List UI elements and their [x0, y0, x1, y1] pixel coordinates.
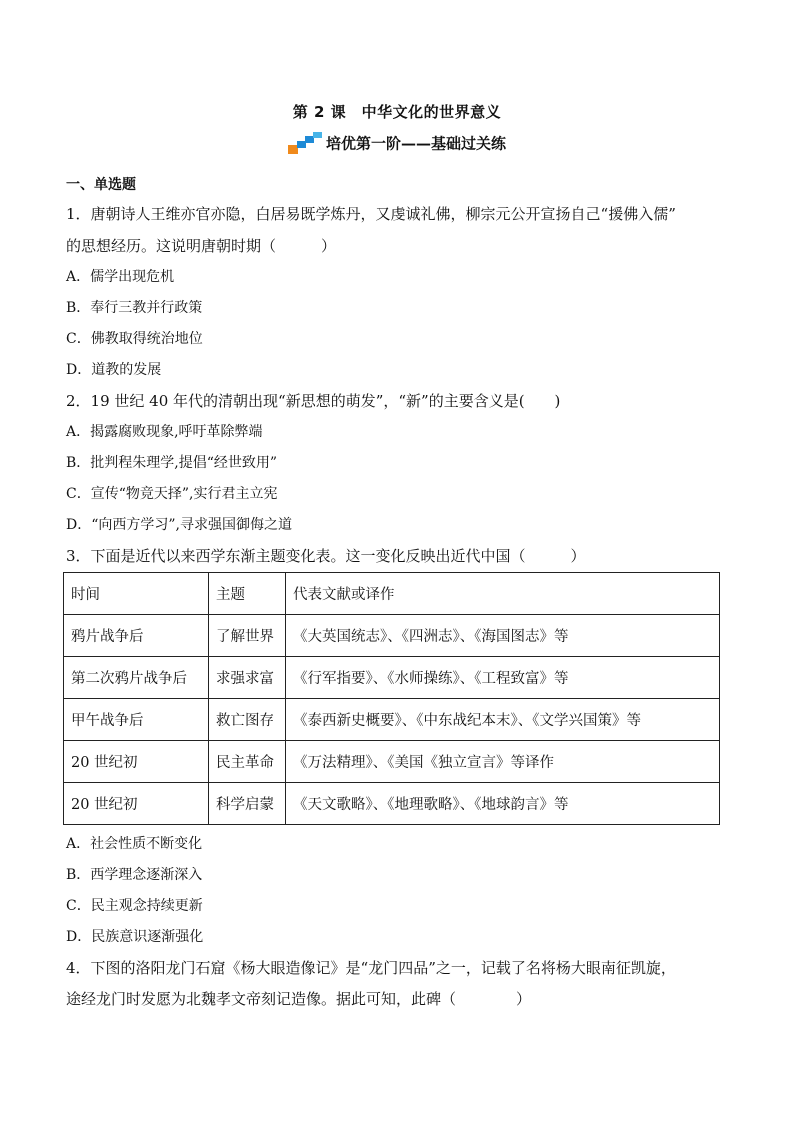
table-cell: 求强求富 — [209, 657, 286, 699]
table-header-cell: 主题 — [209, 573, 286, 615]
question-4-line-2: 途经龙门时发愿为北魏孝文帝刻记造像。据此可知，此碑（ ） — [66, 990, 532, 1008]
table-cell: 了解世界 — [209, 615, 286, 657]
q2-option-a: A．揭露腐败现象,呼吁革除弊端 — [66, 424, 263, 440]
table-header-cell: 代表文献或译作 — [286, 573, 720, 615]
q3-option-c: C．民主观念持续更新 — [66, 898, 203, 914]
table-cell: 民主革命 — [209, 741, 286, 783]
q2-option-d: D．“向西方学习”,寻求强国御侮之道 — [66, 517, 292, 533]
table-cell: 鸦片战争后 — [64, 615, 209, 657]
table-cell: 甲午战争后 — [64, 699, 209, 741]
question-2-line-1: 2．19 世纪 40 年代的清朝出现“新思想的萌发”，“新”的主要含义是( ) — [66, 392, 561, 410]
question-3-line-1: 3．下面是近代以来西学东渐主题变化表。这一变化反映出近代中国（ ） — [66, 547, 586, 565]
q1-option-a: A．儒学出现危机 — [66, 269, 175, 285]
q1-option-b: B．奉行三教并行政策 — [66, 300, 203, 316]
table-row — [64, 741, 720, 783]
section-heading: 一、单选题 — [66, 177, 136, 193]
q1-option-d: D．道教的发展 — [66, 362, 162, 378]
theme-change-table — [63, 572, 720, 825]
page-title: 第 2 课 中华文化的世界意义 — [292, 103, 502, 121]
table-row — [64, 699, 720, 741]
table-row — [64, 615, 720, 657]
table-cell: 救亡图存 — [209, 699, 286, 741]
table-header-row — [64, 573, 720, 615]
question-1-line-2: 的思想经历。这说明唐朝时期（ ） — [66, 237, 337, 255]
table-header-cell: 时间 — [64, 573, 209, 615]
q3-option-a: A．社会性质不断变化 — [66, 836, 203, 852]
table-cell: 《行军指要》、《水师操练》、《工程致富》等 — [286, 657, 720, 699]
table-row — [64, 657, 720, 699]
table-cell: 科学启蒙 — [209, 783, 286, 825]
q3-option-b: B．西学理念逐渐深入 — [66, 867, 203, 883]
table-cell: 《万法精理》、《美国《独立宣言》等译作 — [286, 741, 720, 783]
question-1-line-1: 1．唐朝诗人王维亦官亦隐，白居易既学炼丹，又虔诚礼佛，柳宗元公开宣扬自己“援佛入儒” — [66, 205, 676, 223]
table-cell: 20 世纪初 — [64, 741, 209, 783]
table-cell: 《大英国统志》、《四洲志》、《海国图志》等 — [286, 615, 720, 657]
question-4-line-1: 4．下图的洛阳龙门石窟《杨大眼造像记》是“龙门四品”之一，记载了名将杨大眼南征凯旋， — [66, 959, 676, 977]
page-subtitle: 培优第一阶——基础过关练 — [325, 134, 506, 153]
q2-option-c: C．宣传“物竞天择”,实行君主立宪 — [66, 486, 278, 502]
table-cell: 《泰西新史概要》、《中东战纪本末》、《文学兴国策》等 — [286, 699, 720, 741]
table-cell: 第二次鸦片战争后 — [64, 657, 209, 699]
table-cell: 《天文歌略》、《地理歌略》、《地球韵言》等 — [286, 783, 720, 825]
q2-option-b: B．批判程朱理学,提倡“经世致用” — [66, 455, 278, 471]
q1-option-c: C．佛教取得统治地位 — [66, 331, 203, 347]
table-cell: 20 世纪初 — [64, 783, 209, 825]
q3-option-d: D．民族意识逐渐强化 — [66, 929, 204, 945]
stairs-logo-icon — [288, 132, 322, 154]
subtitle-row — [0, 132, 794, 154]
table-row — [64, 783, 720, 825]
